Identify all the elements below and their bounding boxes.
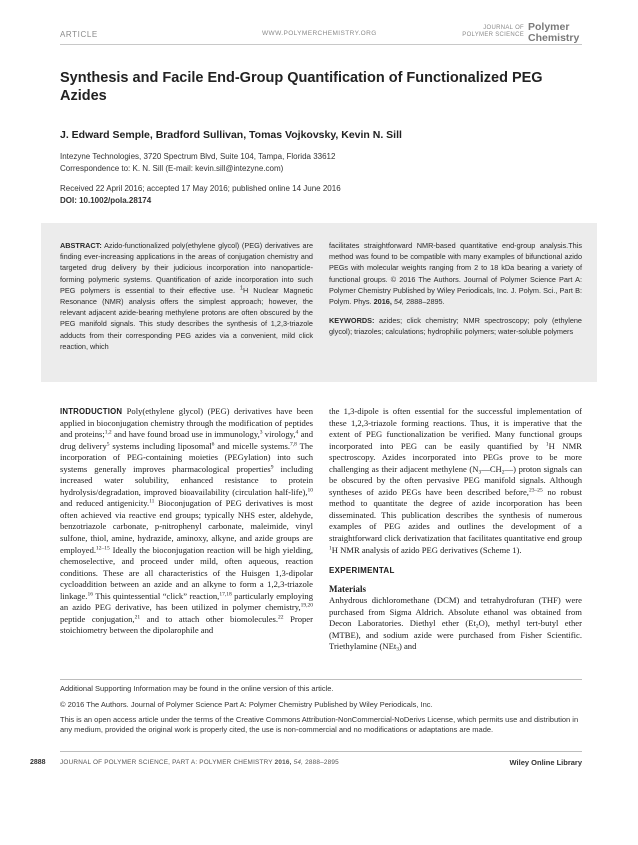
experimental-heading: EXPERIMENTAL — [329, 566, 395, 576]
article-title: Synthesis and Facile End-Group Quantification of Functionalized PEG Azides — [60, 70, 543, 104]
footer-divider — [60, 751, 582, 752]
footnote-divider — [60, 679, 582, 680]
wiley-online-library-link[interactable]: Wiley Online Library — [509, 758, 582, 767]
journal-logo — [452, 22, 582, 46]
keywords: KEYWORDS: azides; click chemistry; NMR spectroscopy; poly (ethylene glycol); triazoles; calculations; hydrophilic polymers; water-soluble polymers — [329, 316, 582, 337]
materials-paragraph: Anhydrous dichloromethane (DCM) and tetrahydrofuran (THF) were purchased from Sigma Aldrich. Absolute ethanol was obtained from Decon Laboratories. Diethyl ether $(Et_2O)$, methyl tert-butyl ether (MTBE), and sodium azide were purchased from Fisher Scientific. Triethylamine (NEt$_3$) and — [329, 595, 582, 653]
header-divider — [60, 44, 582, 45]
publication-dates: Received 22 April 2016; accepted 17 May 2016; published online 14 June 2016 — [60, 184, 341, 193]
affiliation: Intezyne Technologies, 3720 Spectrum Blvd, Suite 104, Tampa, Florida 33612 — [60, 152, 336, 161]
introduction-continued: the 1,3-dipole is often essential for the successful implementation of these 1,2,3-triazole forming reactions. Thus, it is imperative that the extent of PEG functionalization be verified. Many functional groups incorporated into PEG can be easily quantified by $^1$H NMR spectroscopy. Azides incorporated into PEGs prove to be more challenging as their adjacent methylene $(N_3—CH_2—)$ proton signals can be obscured by the often pervasive PEG manifold signals. Although syntheses of azido PEGs have been described before,$^{23-25}$ no robust method to quantitate the degree of azide incorporation has been disseminated. This publication describes the synthesis of numerous examples of PEG azides and outlines the development of a straightforward click derivatization that facilitates quantitative end group $^1$H NMR analysis of azido PEG derivatives (Scheme 1). — [329, 406, 582, 555]
logo-small-text: JOURNAL OF POLYMER SCIENCE — [462, 25, 524, 38]
body-right-column — [329, 406, 582, 653]
supporting-info-note: Additional Supporting Information may be found in the online version of this article. — [60, 684, 334, 693]
introduction-heading: INTRODUCTION — [60, 407, 123, 416]
author-list: J. Edward Semple, Bradford Sullivan, Tomas Vojkovsky, Kevin N. Sill — [60, 129, 402, 141]
keywords-label: KEYWORDS: — [329, 316, 375, 326]
journal-website[interactable]: WWW.POLYMERCHEMISTRY.ORG — [262, 30, 377, 37]
doi-link[interactable]: DOI: 10.1002/pola.28174 — [60, 196, 152, 205]
affiliation-block — [60, 151, 335, 175]
footer-journal-citation: JOURNAL OF POLYMER SCIENCE, PART A: POLYMER CHEMISTRY 2016, 54, 2888–2895 — [60, 759, 339, 766]
publication-dates-block — [60, 183, 341, 207]
body-left-column — [60, 406, 313, 637]
abstract-left-column: ABSTRACT: Azido-functionalized poly(ethylene glycol) (PEG) derivatives are finding ever-increasing applications in the areas of conjugation chemistry and targeted drug delivery by their judicious incorporation into nanoparticle-forming polymeric systems. Quantification of azide incorporation into such PEG polymers is essential to their effective use. $^1$H Nuclear Magnetic Resonance (NMR) analysis offers the simplest approach; however, the relevant adjacent azide-bearing methylene protons are often obscured by the PEG manifold signals. This study describes the synthesis of 1,2,3-triazole adducts from their corresponding PEG azides via a convenient, mild click reaction, which — [60, 241, 314, 351]
page-number: 2888 — [30, 759, 46, 766]
license-note: This is an open access article under the terms of the Creative Commons Attribution-NonCommercial-NoDerivs License, which permits use and distribution in any medium, provided the original work is properly cited, the use is non-commercial and no modifications or adaptations are made. — [60, 715, 579, 734]
abstract-right-column: facilitates straightforward NMR-based quantitative end-group analysis.This method was found to be compatible with many examples of bifunctional azido PEGs with molecular weights ranging from 2 to 18 kDa bearing a variety of functional groups. © 2016 The Authors. Journal of Polymer Science Part A: Polymer Chemistry Published by Wiley Periodicals, Inc. J. Polym. Sci., Part B: Polym. Phys. 2016, 54, 2888–2895. KEYWORDS: azides; click chemistry; NMR spectroscopy; poly (ethylene glycol); triazoles; calculations; hydrophilic polymers; water-soluble polymers — [329, 241, 582, 337]
correspondence: Correspondence to: K. N. Sill (E-mail: kevin.sill@intezyne.com) — [60, 164, 284, 173]
logo-big-text: Polymer Chemistry — [528, 21, 580, 44]
abstract-label: ABSTRACT: — [60, 241, 102, 250]
introduction-paragraph: INTRODUCTION Poly(ethylene glycol) (PEG) derivatives have been applied in bioconjugation chemistry through the modification of peptides and proteins;$^{1,2}$ and have found broad use in immunology,$^3$ virology,$^4$ and drug delivery$^5$ systems including liposomal$^6$ and micelle systems.$^{7,8}$ The incorporation of PEG-containing moieties (PEGylation) into such systems generally improves pharmacological properties$^9$ including increased water solubility, enhanced resistance to protein hydrolysis/degradation, improved bioavailability (circulation half-life),$^{10}$ and reduced antigenicity.$^{11}$ Bioconjugation of PEG derivatives is most often achieved via reactive end groups; typically NHS ester, aldehyde, benzotriazole carbonate, p-nitrophenyl carbonate, maleimide, vinyl sulfone, thiol, amine, hydrazide, aminoxy, alkyne, and azide groups are employed.$^{12-15}$ Ideally the bioconjugation reaction will be high yielding, chemoselective, and proceed under mild, often aqueous, reaction conditions. These are all characteristics of the Huisgen 1,3-dipolar cycloaddition between an azide and an alkyne to form a 1,2,3-triazole linkage.$^{16}$ This quintessential “click” reaction,$^{17,18}$ particularly employing an azido PEG derivative, has been utilized in polymer chemistry,$^{19,20}$ peptide conjugation,$^{21}$ and to attach other biomolecules.$^{22}$ Proper stoichiometry between the dipolarophile and — [60, 406, 314, 636]
copyright-note: © 2016 The Authors. Journal of Polymer Science Part A: Polymer Chemistry Published by Wiley Periodicals, Inc. — [60, 700, 433, 709]
materials-heading: Materials — [329, 583, 366, 594]
section-label: ARTICLE — [60, 30, 98, 39]
